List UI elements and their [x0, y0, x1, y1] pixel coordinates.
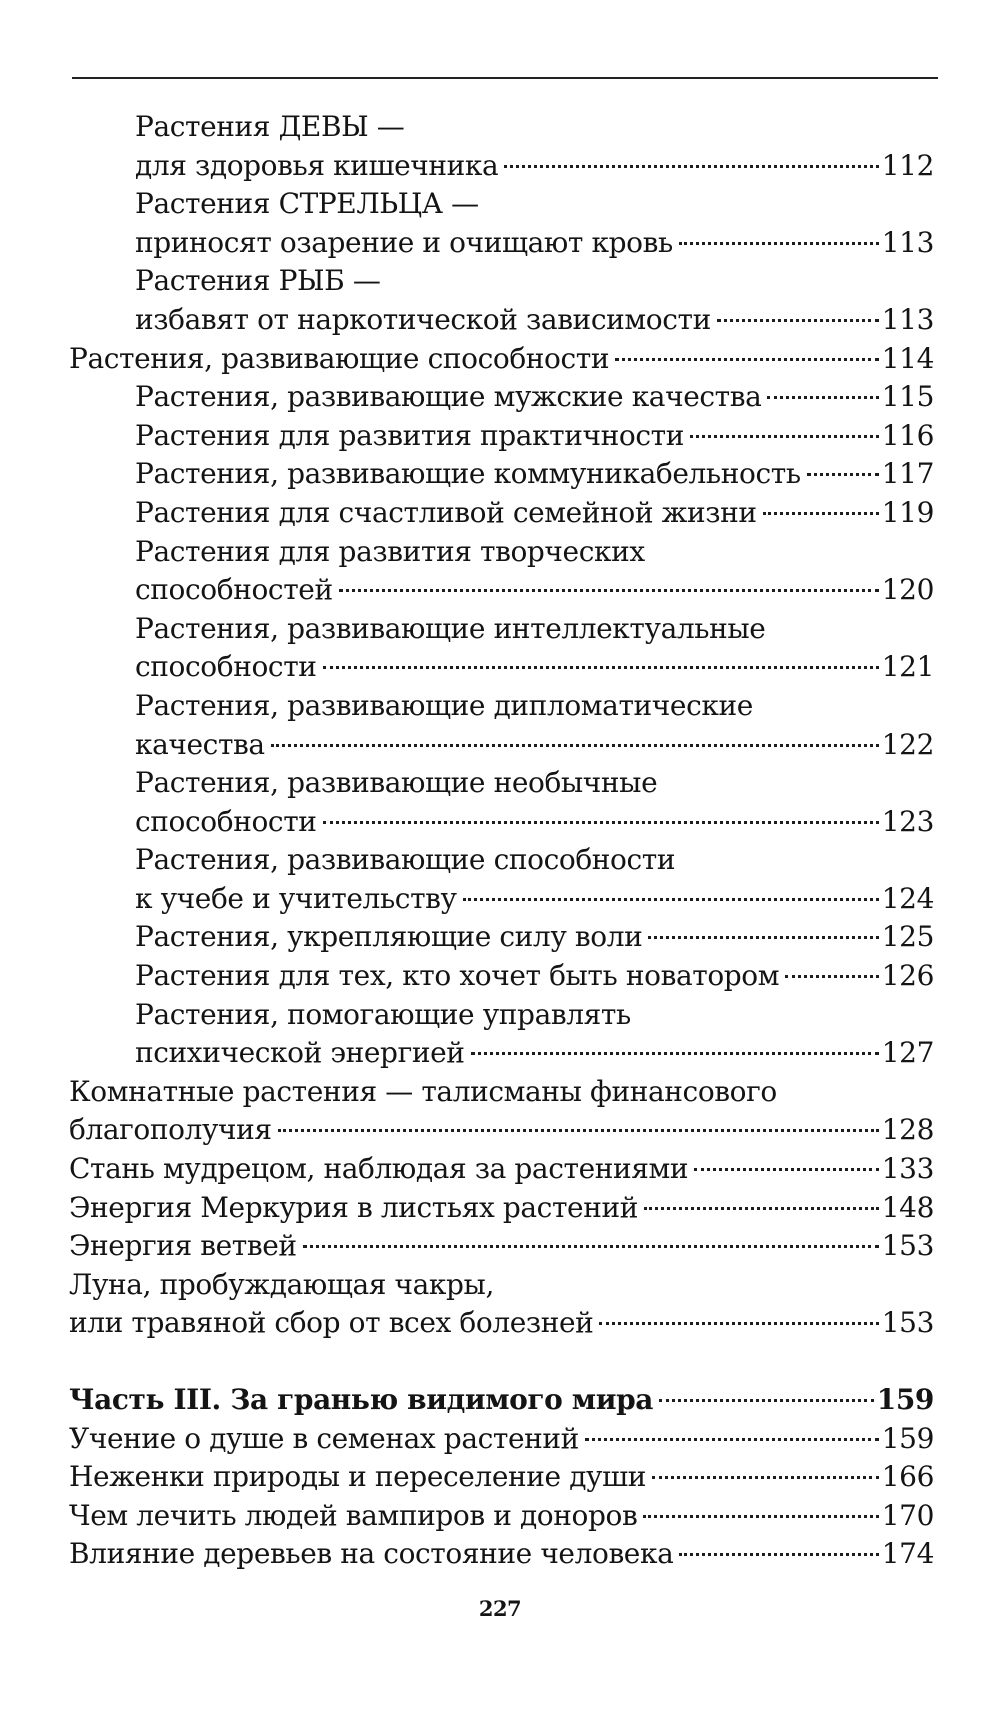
- toc-entry-title: Растения, развивающие дипломатические: [135, 688, 753, 722]
- toc-entry-line: [69, 1111, 934, 1150]
- dot-leader: [694, 1168, 879, 1171]
- toc-entry-line: [69, 1420, 934, 1459]
- toc-entry-line: [135, 571, 934, 610]
- toc-entry: [0, 764, 1000, 841]
- toc-entry-title: к учебе и учительству: [135, 881, 457, 915]
- toc-entry-title: или травяной сбор от всех болезней: [69, 1306, 594, 1340]
- toc-page-number: 128: [881, 1113, 934, 1147]
- toc-entry-title: Растения для развития практичности: [135, 418, 684, 452]
- table-of-contents: [0, 108, 1000, 1574]
- dot-leader: [303, 1245, 879, 1248]
- dot-leader: [463, 898, 879, 901]
- header-rule: [72, 77, 938, 79]
- toc-entry-title: Учение о душе в семенах растений: [69, 1421, 579, 1455]
- toc-entry-title: Комнатные растения — талисманы финансового: [69, 1074, 777, 1108]
- dot-leader: [717, 319, 879, 322]
- toc-page-number: 159: [876, 1383, 934, 1416]
- toc-entry: [0, 1266, 1000, 1343]
- toc-page-number: 121: [881, 650, 934, 684]
- toc-entry-title: Растения для тех, кто хочет быть новатором: [135, 959, 780, 993]
- toc-page-number: 148: [881, 1190, 934, 1224]
- toc-entry-line: [69, 1381, 934, 1420]
- toc-entry-title: Стань мудрецом, наблюдая за растениями: [69, 1152, 689, 1186]
- page-number: 227: [478, 1596, 522, 1621]
- toc-entry-title: избавят от наркотической зависимости: [135, 302, 711, 336]
- toc-part-heading: [0, 1381, 1000, 1420]
- dot-leader: [679, 1553, 878, 1556]
- toc-entry-line: [69, 1458, 934, 1497]
- toc-entry-title: способности: [135, 650, 317, 684]
- toc-entry: [0, 1458, 1000, 1497]
- toc-entry: [0, 687, 1000, 764]
- dot-leader: [504, 165, 878, 168]
- toc-entry: [0, 1150, 1000, 1189]
- dot-leader: [679, 242, 879, 245]
- toc-entry-title: Часть III. За гранью видимого мира: [69, 1383, 654, 1416]
- toc-page-number: 119: [881, 495, 934, 529]
- toc-entry: [0, 455, 1000, 494]
- dot-leader: [599, 1322, 878, 1325]
- toc-page-number: 126: [881, 959, 934, 993]
- toc-entry-title: приносят озарение и очищают кровь: [135, 225, 673, 259]
- toc-entry-line: [135, 378, 934, 417]
- toc-entry-title: Луна, пробуждающая чакры,: [69, 1267, 494, 1301]
- toc-entry-title: Энергия Меркурия в листьях растений: [69, 1190, 638, 1224]
- toc-page-number: 113: [881, 302, 934, 336]
- dot-leader: [644, 1207, 879, 1210]
- toc-page-number: 122: [881, 727, 934, 761]
- dot-leader: [807, 473, 879, 476]
- toc-entry: [0, 185, 1000, 262]
- toc-entry-line: [69, 1304, 934, 1343]
- toc-entry-line: [69, 1150, 934, 1189]
- toc-entry: [0, 1497, 1000, 1536]
- toc-entry: [0, 957, 1000, 996]
- toc-entry-line: [135, 455, 934, 494]
- toc-entry-title: Растения ДЕВЫ —: [135, 110, 405, 143]
- toc-entry: [0, 1535, 1000, 1574]
- toc-entry: [0, 494, 1000, 533]
- toc-entry-line: [135, 301, 934, 340]
- toc-page-number: 120: [881, 573, 934, 607]
- dot-leader: [615, 358, 879, 361]
- dot-leader: [659, 1399, 874, 1402]
- dot-leader: [785, 975, 879, 978]
- toc-page-number: 124: [881, 881, 934, 915]
- toc-entry-title: Растения, укрепляющие силу воли: [135, 920, 643, 954]
- toc-entry-title: Растения, развивающие способности: [69, 341, 610, 375]
- toc-entry: [0, 1227, 1000, 1266]
- toc-page-number: 166: [881, 1460, 934, 1494]
- toc-entry: [0, 533, 1000, 610]
- dot-leader: [471, 1052, 879, 1055]
- toc-entry-line: [135, 224, 934, 263]
- toc-entry-title: психической энергией: [135, 1036, 465, 1070]
- toc-page-number: 123: [881, 804, 934, 838]
- toc-page-number: 112: [881, 148, 934, 182]
- toc-entry-title: благополучия: [69, 1113, 272, 1147]
- toc-page-number: 117: [881, 457, 934, 491]
- toc-entry: [0, 996, 1000, 1073]
- toc-page-number: 113: [881, 225, 934, 259]
- toc-page-number: 127: [881, 1036, 934, 1070]
- toc-entry: [0, 1420, 1000, 1459]
- toc-entry: [0, 610, 1000, 687]
- toc-entry-title: Чем лечить людей вампиров и доноров: [69, 1498, 638, 1532]
- dot-leader: [339, 589, 879, 592]
- toc-page-number: 114: [881, 341, 934, 375]
- toc-entry-line: [69, 340, 934, 379]
- toc-entry-line: [69, 1535, 934, 1574]
- dot-leader: [643, 1515, 878, 1518]
- dot-leader: [271, 744, 879, 747]
- toc-page-number: 125: [881, 920, 934, 954]
- toc-entry: [0, 1073, 1000, 1150]
- toc-entry-title: Растения для счастливой семейной жизни: [135, 495, 757, 529]
- toc-page-number: 170: [881, 1498, 934, 1532]
- dot-leader: [767, 396, 878, 399]
- toc-entry-line: [135, 918, 934, 957]
- toc-page-number: 159: [881, 1421, 934, 1455]
- dot-leader: [763, 512, 879, 515]
- toc-entry-line: [69, 1227, 934, 1266]
- toc-entry-title: Растения РЫБ —: [135, 264, 381, 298]
- toc-entry: [0, 108, 1000, 185]
- dot-leader: [690, 435, 879, 438]
- toc-entry-title: Растения, развивающие необычные: [135, 766, 658, 800]
- toc-entry: [0, 841, 1000, 918]
- toc-entry-line: [135, 648, 934, 687]
- toc-entry-line: [135, 880, 934, 919]
- toc-entry-title: Растения, развивающие мужские качества: [135, 380, 762, 414]
- dot-leader: [648, 936, 878, 939]
- toc-entry-line: [69, 1189, 934, 1228]
- toc-entry-line: [135, 147, 934, 186]
- toc-page-number: 153: [881, 1306, 934, 1340]
- toc-entry-title: качества: [135, 727, 265, 761]
- toc-entry-line: [69, 1497, 934, 1536]
- toc-entry-title: Растения СТРЕЛЬЦА —: [135, 187, 479, 221]
- toc-page-number: 116: [881, 418, 934, 452]
- dot-leader: [278, 1129, 879, 1132]
- toc-entry-title: Растения, развивающие коммуникабельность: [135, 457, 801, 491]
- toc-entry-title: Растения для развития творческих: [135, 534, 645, 568]
- toc-entry: [0, 1189, 1000, 1228]
- toc-entry-title: способности: [135, 804, 317, 838]
- toc-entry-title: Растения, развивающие способности: [135, 843, 676, 877]
- dot-leader: [652, 1476, 879, 1479]
- toc-entry-title: Энергия ветвей: [69, 1229, 297, 1263]
- toc-entry-title: для здоровья кишечника: [135, 148, 499, 182]
- toc-entry-line: [135, 1034, 934, 1073]
- toc-entry-line: [135, 417, 934, 456]
- toc-page-number: 115: [881, 380, 934, 414]
- dot-leader: [585, 1438, 879, 1441]
- toc-entry-title: Неженки природы и переселение души: [69, 1460, 646, 1494]
- toc-entry-title: способностей: [135, 573, 333, 607]
- toc-entry: [0, 340, 1000, 379]
- toc-entry-line: [135, 803, 934, 842]
- toc-entry-title: Растения, развивающие интеллектуальные: [135, 611, 766, 645]
- dot-leader: [323, 821, 879, 824]
- toc-entry: [0, 262, 1000, 339]
- toc-page-number: 174: [881, 1537, 934, 1571]
- toc-page-number: 133: [881, 1152, 934, 1186]
- toc-entry: [0, 918, 1000, 957]
- toc-entry: [0, 417, 1000, 456]
- toc-page-number: 153: [881, 1229, 934, 1263]
- toc-entry-line: [135, 494, 934, 533]
- dot-leader: [323, 666, 879, 669]
- toc-entry-title: Влияние деревьев на состояние человека: [69, 1537, 674, 1571]
- toc-entry-line: [135, 957, 934, 996]
- toc-entry: [0, 378, 1000, 417]
- toc-entry-title: Растения, помогающие управлять: [135, 997, 631, 1031]
- toc-entry-line: [135, 726, 934, 765]
